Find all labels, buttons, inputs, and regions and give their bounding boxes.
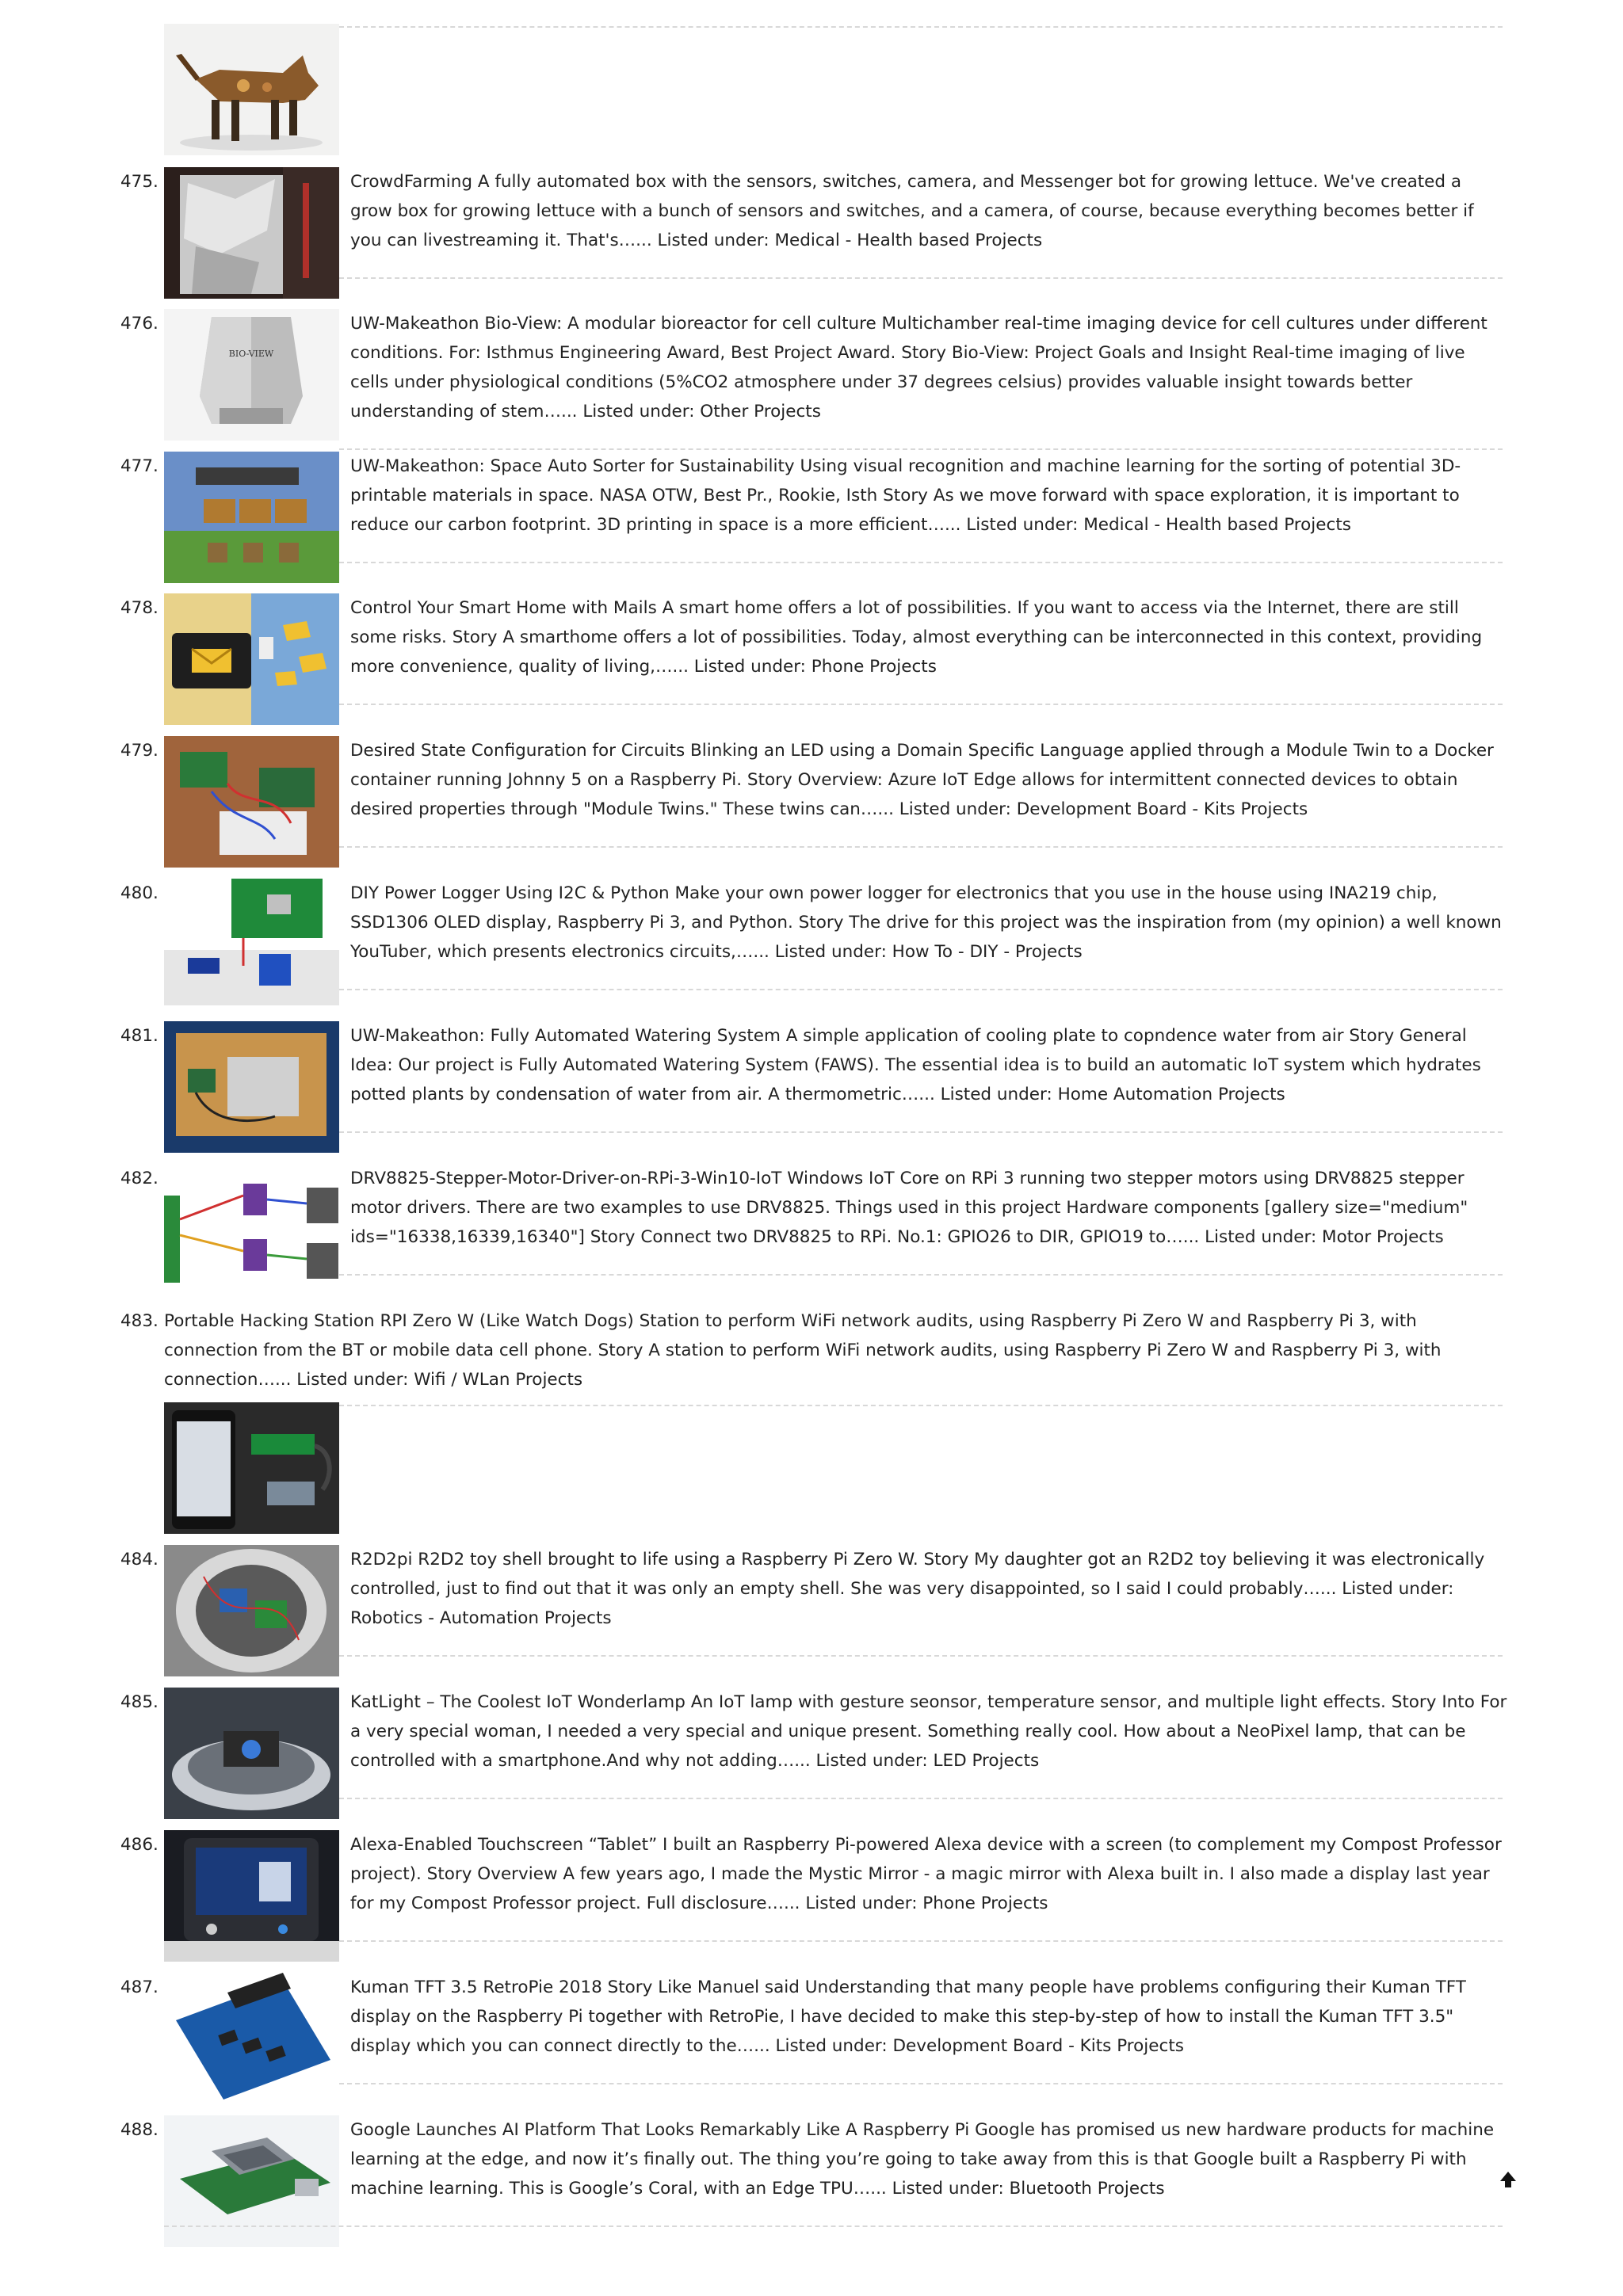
tft-display-thumbnail[interactable]	[164, 1973, 339, 2104]
item-number: 481.	[120, 1026, 158, 1046]
item-description: KatLight – The Coolest IoT Wonderlamp An IoT lamp with gesture seonsor, temperature sensor, and multiple light effects. Story Into For a very special woman, I needed a very special and unique present. Something really cool. How about a NeoPixel lamp, that can be controlled with a smartphone.And why not adding…... Listed under: LED Projects	[350, 1692, 1507, 1771]
coral-board-thumbnail[interactable]	[164, 2115, 339, 2247]
item-divider	[339, 1940, 1503, 1942]
bio-view-thumbnail[interactable]	[164, 309, 339, 441]
svg-text:BIO-VIEW: BIO-VIEW	[228, 349, 274, 359]
item-divider	[339, 277, 1503, 279]
item-description: Portable Hacking Station RPI Zero W (Like Watch Dogs) Station to perform WiFi network audits, using Raspberry Pi Zero W and Raspberry Pi 3, with connection from the BT or mobile data cell phone. Story A station to perform WiFi network audits, using Raspberry Pi Zero W and Raspberry Pi 3, with connection…... Listed under: Wifi / WLan Projects	[164, 1311, 1442, 1390]
stepper-driver-image	[164, 1164, 339, 1295]
item-description: UW-Makeathon: Fully Automated Watering System A simple application of cooling plate to copndence water from air Story General Idea: Our project is Fully Automated Watering System (FAWS). The essential idea is to build an automatic IoT system which hydrates potted plants by condensation of water from air. A thermometric…... Listed under: Home Automation Projects	[350, 1026, 1481, 1104]
alexa-tablet-thumbnail[interactable]	[164, 1830, 339, 1962]
item-number: 475.	[120, 172, 158, 192]
back-to-top-button[interactable]	[1496, 2168, 1520, 2191]
wonderlamp-thumbnail[interactable]	[164, 1688, 339, 1819]
space-sorter-image	[164, 452, 339, 583]
cat-robot-image	[164, 24, 339, 155]
item-divider	[339, 1405, 1503, 1406]
item-number: 478.	[120, 598, 158, 618]
r2d2-toy-image	[164, 1545, 339, 1676]
item-description: CrowdFarming A fully automated box with the sensors, switches, camera, and Messenger bot for growing lettuce. We've created a grow box for growing lettuce with a bunch of sensors and switches, and a camera, of course, because everything becomes better if you can livestreaming it. That's…... Listed under: Medical - Health based Projects	[350, 172, 1474, 250]
stepper-driver-thumbnail[interactable]	[164, 1164, 339, 1295]
item-divider	[339, 562, 1503, 563]
item-description: UW-Makeathon Bio-View: A modular bioreactor for cell culture Multichamber real-time imaging device for cell cultures under different conditions. For: Isthmus Engineering Award, Best Project Award. Story Bio-View: Project Goals and Insight Real-time imaging of live cells under physiological conditions (5%CO2 atmosphere under 37 degrees celsius) provides valuable insight towards better understanding of stem…... Listed under: Other Projects	[350, 314, 1487, 421]
item-number: 476.	[120, 314, 158, 334]
hacking-station-image	[164, 1402, 339, 1534]
watering-system-image	[164, 1021, 339, 1153]
power-logger-image	[164, 879, 339, 1010]
item-description: R2D2pi R2D2 toy shell brought to life using a Raspberry Pi Zero W. Story My daughter got an R2D2 toy believing it was electronically controlled, just to find out that it was only an empty shell. She was very disappointed, so I said I could probably…... Listed under: Robotics - Automation Projects	[350, 1550, 1485, 1628]
item-description: Google Launches AI Platform That Looks Remarkably Like A Raspberry Pi Google has promised us new hardware products for machine learning at the edge, and now it’s finally out. The thing you’re going to take away from this is that Google built a Raspberry Pi with machine learning. This is Google’s Coral, with an Edge TPU…... Listed under: Bluetooth Projects	[350, 2120, 1495, 2199]
r2d2-toy-thumbnail[interactable]	[164, 1545, 339, 1676]
item-divider	[339, 1274, 1503, 1276]
item-divider	[339, 704, 1503, 705]
item-divider	[164, 2225, 1503, 2227]
item-number: 488.	[120, 2120, 158, 2140]
space-sorter-thumbnail[interactable]	[164, 452, 339, 583]
item-number: 480.	[120, 883, 158, 903]
bio-view-image	[164, 309, 339, 441]
coral-board-image	[164, 2115, 339, 2247]
item-description: Alexa-Enabled Touchscreen “Tablet” I built an Raspberry Pi-powered Alexa device with a screen (to complement my Compost Professor project). Story Overview A few years ago, I made the Mystic Mirror - a magic mirror with Alexa built in. I also made a display last year for my Compost Professor project. Full disclosure…... Listed under: Phone Projects	[350, 1835, 1502, 1913]
circuit-breadboard-image	[164, 736, 339, 868]
item-number: 487.	[120, 1978, 158, 1997]
item-number: 486.	[120, 1835, 158, 1855]
item-description: DRV8825-Stepper-Motor-Driver-on-RPi-3-Win10-IoT Windows IoT Core on RPi 3 running two stepper motors using DRV8825 stepper motor drivers. There are two examples to use DRV8825. Things used in this project Hardware components [gallery size="medium" ids="16338,16339,16340"] Story Connect two DRV8825 to RPi. No.1: GPIO26 to DIR, GPIO19 to…... Listed under: Motor Projects	[350, 1169, 1468, 1247]
alexa-tablet-image	[164, 1830, 339, 1962]
item-description: Kuman TFT 3.5 RetroPie 2018 Story Like Manuel said Understanding that many people have problems configuring their Kuman TFT display on the Raspberry Pi together with RetroPie, I have decided to make this step-by-step of how to install the Kuman TFT 3.5" display which you can connect directly to the…... Listed under: Development Board - Kits Projects	[350, 1978, 1466, 2056]
circuit-breadboard-thumbnail[interactable]	[164, 736, 339, 868]
power-logger-thumbnail[interactable]	[164, 879, 339, 1010]
item-divider	[339, 989, 1503, 990]
item-number: 485.	[120, 1692, 158, 1712]
item-description: Control Your Smart Home with Mails A smart home offers a lot of possibilities. If you want to access via the Internet, there are still some risks. Story A smarthome offers a lot of possibilities. Today, almost everything can be interconnected in this context, providing more convenience, quality of living,…... Listed under: Phone Projects	[350, 598, 1483, 677]
grow-box-image	[164, 167, 339, 299]
item-divider	[339, 1131, 1503, 1133]
item-number: 483.	[120, 1311, 158, 1331]
item-divider	[339, 2083, 1503, 2084]
item-divider	[339, 846, 1503, 848]
tft-display-image	[164, 1973, 339, 2104]
cat-robot-thumbnail[interactable]	[164, 24, 339, 155]
wonderlamp-image	[164, 1688, 339, 1819]
item-number: 477.	[120, 456, 158, 476]
grow-box-thumbnail[interactable]	[164, 167, 339, 299]
item-description: DIY Power Logger Using I2C & Python Make your own power logger for electronics that you use in the house using INA219 chip, SSD1306 OLED display, Raspberry Pi 3, and Python. Story The drive for this project was the inspiration from (my opinion) a well known YouTuber, which presents electronics circuits,…... Listed under: How To - DIY - Projects	[350, 883, 1502, 962]
smart-home-mail-image	[164, 593, 339, 725]
arrow-up-icon	[1496, 2168, 1520, 2191]
item-divider	[339, 26, 1503, 28]
item-number: 482.	[120, 1169, 158, 1188]
item-divider	[339, 448, 1503, 450]
watering-system-thumbnail[interactable]	[164, 1021, 339, 1153]
hacking-station-thumbnail[interactable]	[164, 1402, 339, 1534]
item-number: 479.	[120, 741, 158, 761]
item-divider	[339, 1798, 1503, 1799]
item-description: UW-Makeathon: Space Auto Sorter for Sustainability Using visual recognition and machine learning for the sorting of potential 3D-printable materials in space. NASA OTW, Best Pr., Rookie, Isth Story As we move forward with space exploration, it is important to reduce our carbon footprint. 3D printing in space is a more efficient…... Listed under: Medical - Health based Projects	[350, 456, 1461, 535]
smart-home-mail-thumbnail[interactable]	[164, 593, 339, 725]
item-divider	[339, 1655, 1503, 1657]
item-description: Desired State Configuration for Circuits Blinking an LED using a Domain Specific Language applied through a Module Twin to a Docker container running Johnny 5 on a Raspberry Pi. Story Overview: Azure IoT Edge allows for intermittent connected devices to obtain desired properties through "Module Twins." These twins can…... Listed under: Development Board - Kits Projects	[350, 741, 1494, 819]
item-number: 484.	[120, 1550, 158, 1569]
